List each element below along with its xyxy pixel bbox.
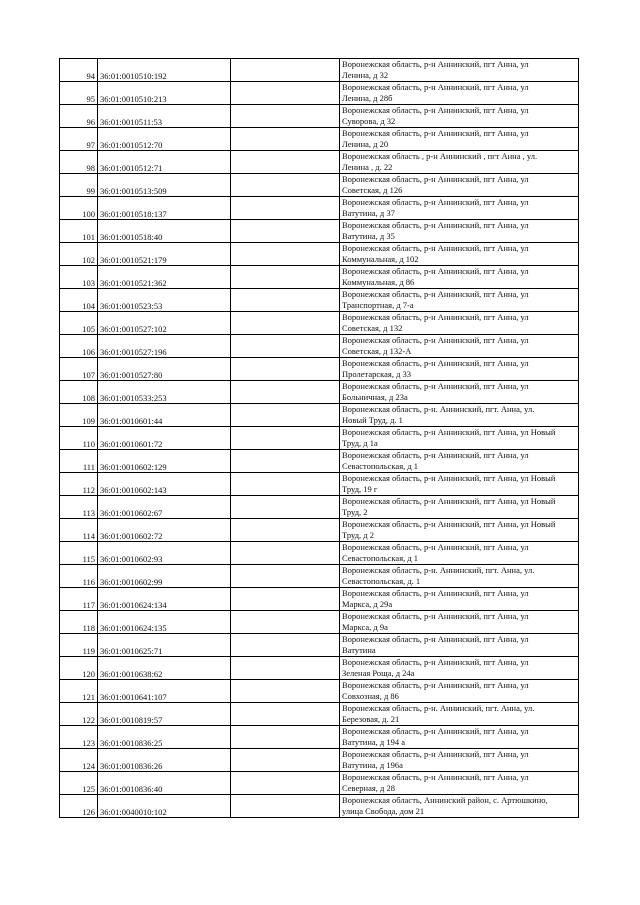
- cadastral-number: 36:01:0010510:213: [98, 82, 231, 105]
- row-number: 98: [60, 151, 98, 174]
- table-row: [60, 496, 579, 519]
- empty-cell: [231, 611, 340, 634]
- cadastral-number: 36:01:0010513:509: [98, 174, 231, 197]
- address-text: Воронежская область, р-н Аннинский, пгт Анна, ул Советская, д 132: [342, 312, 529, 333]
- table-row: [60, 473, 579, 496]
- address-cell: [340, 519, 579, 542]
- cadastral-number: 36:01:0010836:25: [98, 726, 231, 749]
- table-row: [60, 749, 579, 772]
- row-number: 116: [60, 565, 98, 588]
- cadastral-number: 36:01:0010602:99: [98, 565, 231, 588]
- cadastral-number: 36:01:0040010:102: [98, 795, 231, 818]
- address-cell: [340, 243, 579, 266]
- cadastral-number: 36:01:0010624:134: [98, 588, 231, 611]
- address-cell: [340, 473, 579, 496]
- address-text: Воронежская область, р-н Аннинский, пгт Анна, ул Транспортная, д 7-а: [342, 289, 529, 310]
- cadastral-number: 36:01:0010602:93: [98, 542, 231, 565]
- property-table: [59, 58, 579, 818]
- row-number: 117: [60, 588, 98, 611]
- address-text: Воронежская область, р-н Аннинский, пгт Анна, ул Новый Труд, 19 г: [342, 473, 556, 494]
- table-row: [60, 289, 579, 312]
- empty-cell: [231, 680, 340, 703]
- table-row: [60, 680, 579, 703]
- row-number: 115: [60, 542, 98, 565]
- cadastral-number: 36:01:0010625:71: [98, 634, 231, 657]
- empty-cell: [231, 703, 340, 726]
- address-cell: [340, 174, 579, 197]
- row-number: 99: [60, 174, 98, 197]
- row-number: 109: [60, 404, 98, 427]
- table-row: [60, 266, 579, 289]
- address-cell: [340, 772, 579, 795]
- cadastral-number: 36:01:0010836:26: [98, 749, 231, 772]
- table-row: [60, 726, 579, 749]
- cadastral-number: 36:01:0010836:40: [98, 772, 231, 795]
- table-body: [60, 59, 579, 818]
- address-cell: [340, 427, 579, 450]
- row-number: 106: [60, 335, 98, 358]
- table-row: [60, 657, 579, 680]
- cadastral-number: 36:01:0010601:72: [98, 427, 231, 450]
- empty-cell: [231, 450, 340, 473]
- cadastral-number: 36:01:0010518:137: [98, 197, 231, 220]
- row-number: 102: [60, 243, 98, 266]
- row-number: 104: [60, 289, 98, 312]
- empty-cell: [231, 588, 340, 611]
- empty-cell: [231, 243, 340, 266]
- row-number: 107: [60, 358, 98, 381]
- address-text: Воронежская область, р-н Аннинский, пгт Анна, ул Ватутина: [342, 634, 529, 655]
- table-row: [60, 243, 579, 266]
- cadastral-number: 36:01:0010512:70: [98, 128, 231, 151]
- address-text: Воронежская область, р-н Аннинский, пгт Анна, ул Зеленая Роща, д 24а: [342, 657, 529, 678]
- address-text: Воронежская область, р-н Аннинский, пгт Анна, ул Ленина, д 32: [342, 59, 529, 80]
- address-cell: [340, 657, 579, 680]
- address-text: Воронежская область, р-н Аннинский, пгт Анна, ул Новый Труд, д 1а: [342, 427, 556, 448]
- address-text: Воронежская область, р-н. Аннинский, пгт. Анна, ул. Березовая, д. 21: [342, 703, 535, 724]
- empty-cell: [231, 128, 340, 151]
- row-number: 96: [60, 105, 98, 128]
- empty-cell: [231, 266, 340, 289]
- cadastral-number: 36:01:0010511:53: [98, 105, 231, 128]
- table-row: [60, 703, 579, 726]
- address-text: Воронежская область, р-н Аннинский, пгт Анна, ул Новый Труд, д 2: [342, 519, 556, 540]
- address-cell: [340, 634, 579, 657]
- row-number: 97: [60, 128, 98, 151]
- address-cell: [340, 542, 579, 565]
- address-text: Воронежская область, р-н Аннинский, пгт Анна, ул Ленина, д 20: [342, 128, 529, 149]
- cadastral-number: 36:01:0010527:196: [98, 335, 231, 358]
- row-number: 126: [60, 795, 98, 818]
- table-row: [60, 427, 579, 450]
- table-row: [60, 404, 579, 427]
- address-cell: [340, 726, 579, 749]
- address-text: Воронежская область, р-н Аннинский, пгт Анна, ул Совхозная, д 86: [342, 680, 529, 701]
- table-row: [60, 772, 579, 795]
- address-text: Воронежская область, р-н. Аннинский, пгт. Анна, ул. Севастопольская, д. 1: [342, 565, 535, 586]
- cadastral-number: 36:01:0010641:107: [98, 680, 231, 703]
- address-cell: [340, 496, 579, 519]
- table-row: [60, 588, 579, 611]
- empty-cell: [231, 496, 340, 519]
- address-cell: [340, 59, 579, 82]
- address-cell: [340, 128, 579, 151]
- address-cell: [340, 220, 579, 243]
- empty-cell: [231, 151, 340, 174]
- row-number: 103: [60, 266, 98, 289]
- row-number: 118: [60, 611, 98, 634]
- table-row: [60, 197, 579, 220]
- table-row: [60, 542, 579, 565]
- empty-cell: [231, 542, 340, 565]
- empty-cell: [231, 289, 340, 312]
- cadastral-number: 36:01:0010602:72: [98, 519, 231, 542]
- address-text: Воронежская область, р-н Аннинский, пгт Анна, ул Пролетарская, д 33: [342, 358, 529, 379]
- cadastral-number: 36:01:0010819:57: [98, 703, 231, 726]
- table-row: [60, 795, 579, 818]
- table-row: [60, 59, 579, 82]
- table-row: [60, 450, 579, 473]
- address-text: Воронежская область, р-н Аннинский, пгт Анна, ул Коммунальная, д 86: [342, 266, 529, 287]
- address-cell: [340, 565, 579, 588]
- row-number: 105: [60, 312, 98, 335]
- cadastral-number: 36:01:0010521:362: [98, 266, 231, 289]
- row-number: 114: [60, 519, 98, 542]
- empty-cell: [231, 59, 340, 82]
- row-number: 108: [60, 381, 98, 404]
- row-number: 94: [60, 59, 98, 82]
- address-text: Воронежская область, р-н Аннинский, пгт Анна, ул Суворова, д 32: [342, 105, 529, 126]
- address-cell: [340, 82, 579, 105]
- empty-cell: [231, 358, 340, 381]
- table-row: [60, 634, 579, 657]
- cadastral-number: 36:01:0010510:192: [98, 59, 231, 82]
- table-row: [60, 82, 579, 105]
- empty-cell: [231, 726, 340, 749]
- address-cell: [340, 749, 579, 772]
- address-text: Воронежская область, р-н Аннинский, пгт Анна, ул Ленина, д 28б: [342, 82, 529, 103]
- address-cell: [340, 795, 579, 818]
- empty-cell: [231, 312, 340, 335]
- address-text: Воронежская область, р-н Аннинский, пгт Анна, ул Маркса, д 29а: [342, 588, 529, 609]
- empty-cell: [231, 197, 340, 220]
- address-cell: [340, 197, 579, 220]
- row-number: 124: [60, 749, 98, 772]
- table-row: [60, 335, 579, 358]
- table-row: [60, 174, 579, 197]
- empty-cell: [231, 82, 340, 105]
- cadastral-number: 36:01:0010638:62: [98, 657, 231, 680]
- empty-cell: [231, 404, 340, 427]
- empty-cell: [231, 220, 340, 243]
- address-cell: [340, 450, 579, 473]
- cadastral-number: 36:01:0010527:102: [98, 312, 231, 335]
- table-row: [60, 381, 579, 404]
- address-cell: [340, 703, 579, 726]
- address-cell: [340, 404, 579, 427]
- row-number: 119: [60, 634, 98, 657]
- table-row: [60, 220, 579, 243]
- table-row: [60, 151, 579, 174]
- cadastral-number: 36:01:0010523:53: [98, 289, 231, 312]
- address-text: Воронежская область, р-н Аннинский, пгт Анна, ул Ватутина, д 196а: [342, 749, 529, 770]
- table-row: [60, 519, 579, 542]
- row-number: 95: [60, 82, 98, 105]
- cadastral-number: 36:01:0010533:253: [98, 381, 231, 404]
- address-text: Воронежская область, р-н Аннинский, пгт Анна, ул Советская, д 132-А: [342, 335, 529, 356]
- address-text: Воронежская область , р-н Аннинский , пгт Анна , ул. Ленина , д. 22: [342, 151, 538, 172]
- cadastral-number: 36:01:0010601:44: [98, 404, 231, 427]
- row-number: 123: [60, 726, 98, 749]
- row-number: 113: [60, 496, 98, 519]
- row-number: 112: [60, 473, 98, 496]
- cadastral-number: 36:01:0010527:80: [98, 358, 231, 381]
- cadastral-number: 36:01:0010602:67: [98, 496, 231, 519]
- address-cell: [340, 588, 579, 611]
- empty-cell: [231, 657, 340, 680]
- address-cell: [340, 151, 579, 174]
- empty-cell: [231, 772, 340, 795]
- address-text: Воронежская область, Аннинский район, с. Артюшкино, улица Свобода, дом 21: [342, 795, 548, 816]
- address-cell: [340, 611, 579, 634]
- document-page: [59, 58, 579, 818]
- address-text: Воронежская область, р-н Аннинский, пгт Анна, ул Новый Труд, 2: [342, 496, 556, 517]
- cadastral-number: 36:01:0010602:129: [98, 450, 231, 473]
- row-number: 122: [60, 703, 98, 726]
- empty-cell: [231, 427, 340, 450]
- address-cell: [340, 312, 579, 335]
- cadastral-number: 36:01:0010624:135: [98, 611, 231, 634]
- empty-cell: [231, 105, 340, 128]
- empty-cell: [231, 473, 340, 496]
- table-row: [60, 565, 579, 588]
- empty-cell: [231, 634, 340, 657]
- table-row: [60, 128, 579, 151]
- row-number: 100: [60, 197, 98, 220]
- table-row: [60, 105, 579, 128]
- cadastral-number: 36:01:0010521:179: [98, 243, 231, 266]
- cadastral-number: 36:01:0010602:143: [98, 473, 231, 496]
- address-text: Воронежская область, р-н Аннинский, пгт Анна, ул Ватутина, д 37: [342, 197, 529, 218]
- address-cell: [340, 335, 579, 358]
- empty-cell: [231, 565, 340, 588]
- row-number: 121: [60, 680, 98, 703]
- address-text: Воронежская область, р-н Аннинский, пгт Анна, ул Ватутина, д 35: [342, 220, 529, 241]
- address-cell: [340, 680, 579, 703]
- cadastral-number: 36:01:0010512:71: [98, 151, 231, 174]
- address-text: Воронежская область, р-н Аннинский, пгт Анна, ул Ватутина, д 194 а: [342, 726, 529, 747]
- row-number: 101: [60, 220, 98, 243]
- cadastral-number: 36:01:0010518:40: [98, 220, 231, 243]
- row-number: 110: [60, 427, 98, 450]
- row-number: 125: [60, 772, 98, 795]
- empty-cell: [231, 749, 340, 772]
- empty-cell: [231, 335, 340, 358]
- address-cell: [340, 289, 579, 312]
- empty-cell: [231, 381, 340, 404]
- row-number: 120: [60, 657, 98, 680]
- table-row: [60, 611, 579, 634]
- address-cell: [340, 381, 579, 404]
- address-cell: [340, 358, 579, 381]
- table-row: [60, 358, 579, 381]
- address-cell: [340, 266, 579, 289]
- address-text: Воронежская область, р-н Аннинский, пгт Анна, ул Севастопольская, д 1: [342, 542, 529, 563]
- table-row: [60, 312, 579, 335]
- empty-cell: [231, 174, 340, 197]
- address-cell: [340, 105, 579, 128]
- row-number: 111: [60, 450, 98, 473]
- address-text: Воронежская область, р-н. Аннинский, пгт. Анна, ул. Новый Труд, д. 1: [342, 404, 535, 425]
- address-text: Воронежская область, р-н Аннинский, пгт Анна, ул Маркса, д 9а: [342, 611, 529, 632]
- address-text: Воронежская область, р-н Аннинский, пгт Анна, ул Коммунальная, д 102: [342, 243, 529, 264]
- address-text: Воронежская область, р-н Аннинский, пгт Анна, ул Советская, д 126: [342, 174, 529, 195]
- empty-cell: [231, 519, 340, 542]
- address-text: Воронежская область, р-н Аннинский, пгт Анна, ул Севастопольская, д 1: [342, 450, 529, 471]
- address-text: Воронежская область, р-н Аннинский, пгт Анна, ул Больничная, д 23а: [342, 381, 529, 402]
- address-text: Воронежская область, р-н Аннинский, пгт Анна, ул Северная, д 28: [342, 772, 529, 793]
- empty-cell: [231, 795, 340, 818]
